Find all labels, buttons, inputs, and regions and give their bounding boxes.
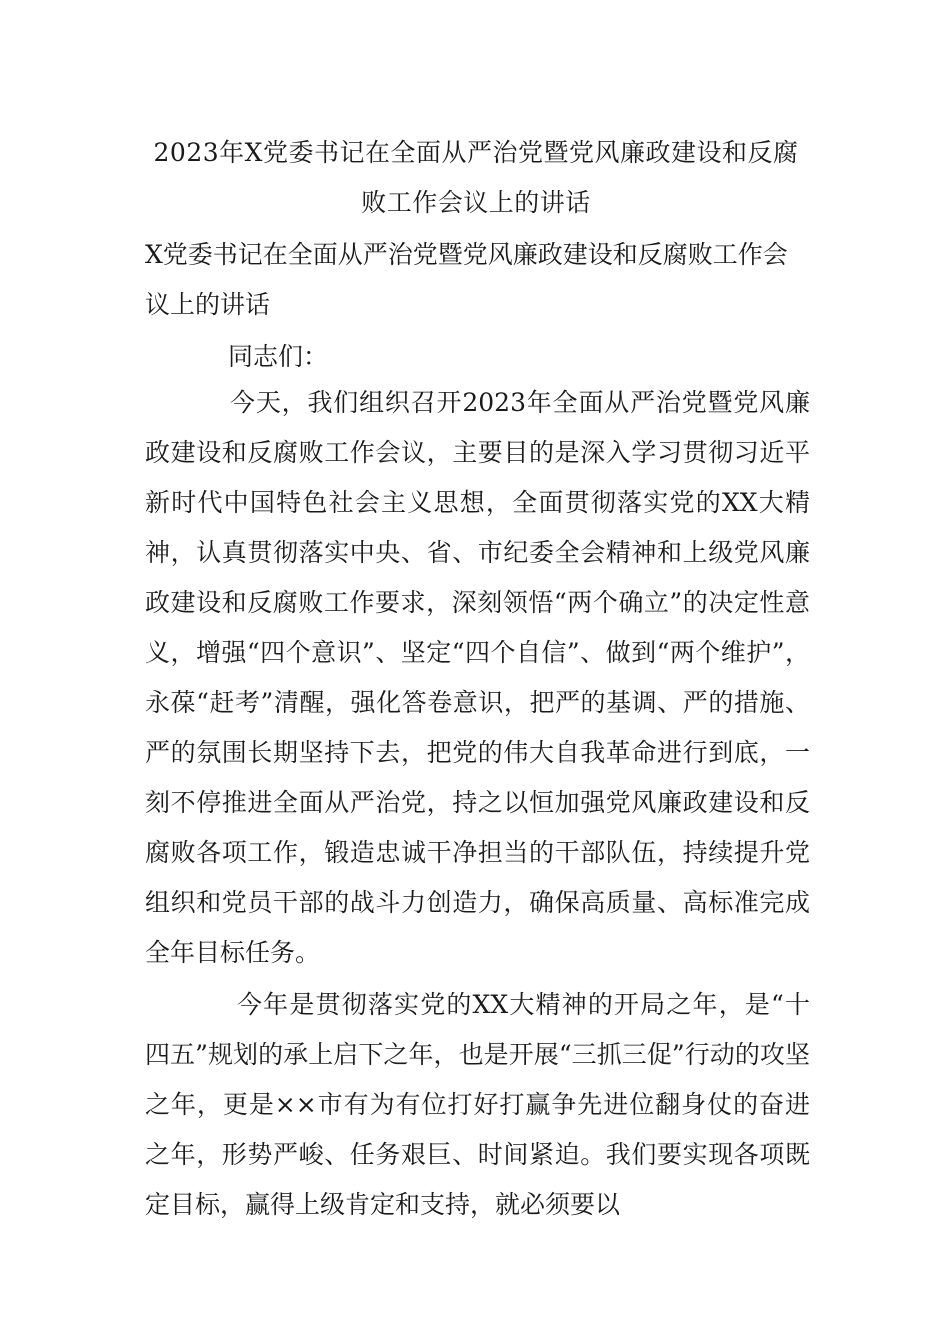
greeting: 同志们： [228, 342, 329, 371]
document-title-line-2: 败工作会议上的讲话 [361, 188, 591, 217]
document-subtitle: X党委书记在全面从严治党暨党风廉政建设和反腐败工作会议上的讲话 [145, 240, 788, 319]
body-paragraph-2: 今年是贯彻落实党的XX大精神的开局之年，是“十四五”规划的承上启下之年，也是开展“三抓三促”行动的攻坚之年，更是××市有为有位打好打赢争先进位翻身仗的奋进之年，形势严峻、任务艰巨、时间紧迫。我们要实现各项既定目标，赢得上级肯定和支持，就必须要以 [145, 990, 810, 1219]
body-paragraph-1: 今天，我们组织召开2023年全面从严治党暨党风廉政建设和反腐败工作会议，主要目的是深入学习贯彻习近平新时代中国特色社会主义思想，全面贯彻落实党的XX大精神，认真贯彻落实中央、省、市纪委全会精神和上级党风廉政建设和反腐败工作要求，深刻领悟“两个确立”的决定性意义，增强“四个意识”、坚定“四个自信”、做到“两个维护”，永葆“赶考”清醒，强化答卷意识，把严的基调、严的措施、严的氛围长期坚持下去，把党的伟大自我革命进行到底，一刻不停推进全面从严治党，持之以恒加强党风廉政建设和反腐败各项工作，锻造忠诚干净担当的干部队伍，持续提升党组织和党员干部的战斗力创造力，确保高质量、高标准完成全年目标任务。 [145, 388, 810, 967]
document-title-line-1: 2023年X党委书记在全面从严治党暨党风廉政建设和反腐 [153, 138, 799, 167]
